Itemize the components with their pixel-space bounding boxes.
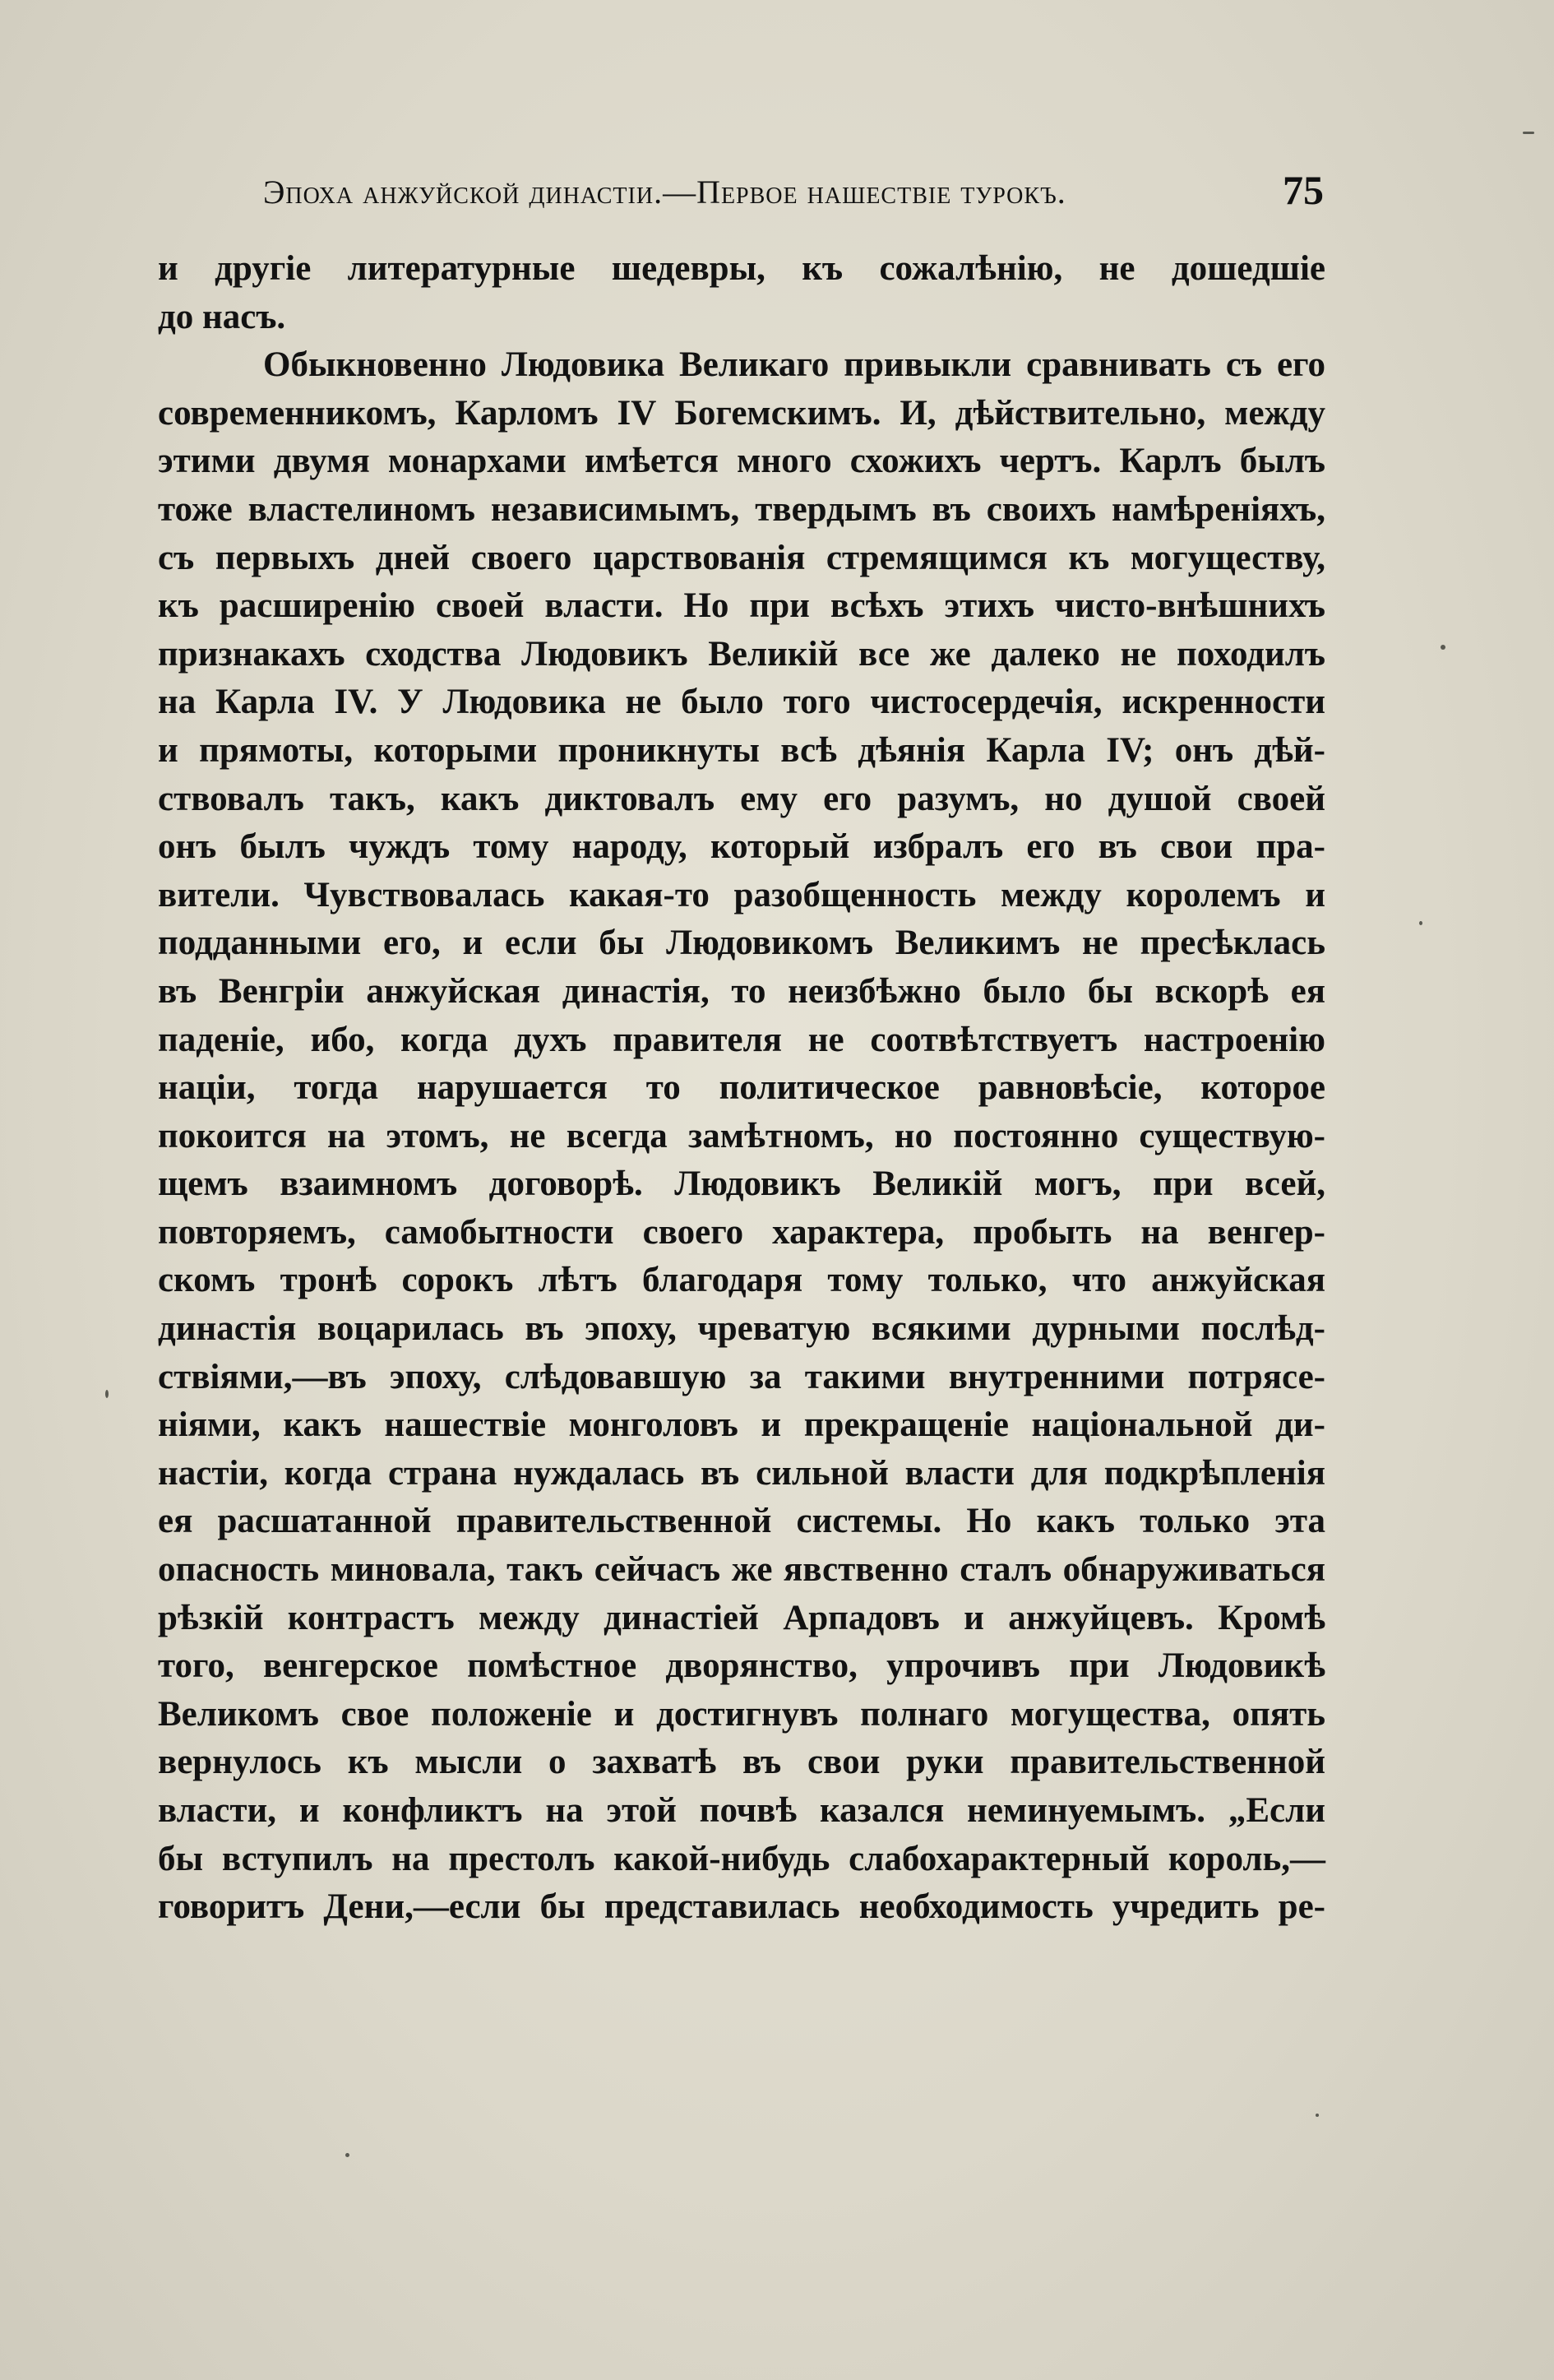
text-line: на Карла IV. У Людовика не было того чистосердечія, искренности bbox=[158, 683, 1325, 722]
text-line: ея расшатанной правительственной системы. Но какъ только эта bbox=[158, 1502, 1325, 1541]
text-line: и прямоты, которыми проникнуты всѣ дѣянія Карла IV; онъ дѣй- bbox=[158, 730, 1325, 770]
text-line: династія воцарилась въ эпоху, чреватую всякими дурными послѣд- bbox=[158, 1309, 1325, 1349]
text-line: современникомъ, Карломъ IV Богемскимъ. И, дѣйствительно, между bbox=[158, 393, 1325, 433]
text-line: того, венгерское помѣстное дворянство, упрочивъ при Людовикѣ bbox=[158, 1646, 1325, 1686]
text-line: націи, тогда нарушается то политическое равновѣсіе, которое bbox=[158, 1068, 1325, 1108]
text-line: признакахъ сходства Людовикъ Великій все же далеко не походилъ bbox=[158, 634, 1325, 674]
text-line: тоже властелиномъ независимымъ, твердымъ въ своихъ намѣреніяхъ, bbox=[158, 489, 1325, 529]
text-line: скомъ тронѣ сорокъ лѣтъ благодаря тому только, что анжуйская bbox=[158, 1261, 1325, 1300]
text-line: до насъ. bbox=[158, 297, 286, 336]
text-line: покоится на этомъ, не всегда замѣтномъ, но постоянно существую- bbox=[158, 1116, 1325, 1155]
text-line: власти, и конфликтъ на этой почвѣ казался неминуемымъ. „Если bbox=[158, 1791, 1325, 1830]
paragraph bbox=[158, 245, 1325, 341]
body-text bbox=[158, 245, 1325, 1932]
text-line: говоритъ Дени,—если бы представилась необходимость учредить ре- bbox=[158, 1887, 1325, 1927]
text-line: вернулось къ мысли о захватѣ въ свои руки правительственной bbox=[158, 1743, 1325, 1782]
text-line: ніями, какъ нашествіе монголовъ и прекращеніе національной ди- bbox=[158, 1405, 1325, 1445]
paper-speck bbox=[1419, 921, 1422, 925]
text-line: вители. Чувствовалась какая-то разобщенность между королемъ и bbox=[158, 875, 1325, 914]
paper-speck bbox=[345, 2153, 349, 2157]
text-line: и другіе литературные шедевры, къ сожалѣнію, не дошедшіе bbox=[158, 249, 1325, 288]
text-line: паденіе, ибо, когда духъ правителя не соотвѣтствуетъ настроенію bbox=[158, 1020, 1325, 1059]
text-line: онъ былъ чуждъ тому народу, который избралъ его въ свои пра- bbox=[158, 827, 1325, 867]
paper-speck bbox=[1523, 132, 1534, 134]
text-line: въ Венгріи анжуйская династія, то неизбѣжно было бы вскорѣ ея bbox=[158, 971, 1325, 1011]
text-line: Обыкновенно Людовика Великаго привыкли сравнивать съ его bbox=[263, 345, 1325, 385]
text-line: рѣзкій контрастъ между династіей Арпадовъ и анжуйцевъ. Кромѣ bbox=[158, 1598, 1325, 1637]
text-line: съ первыхъ дней своего царствованія стремящимся къ могуществу, bbox=[158, 538, 1325, 577]
text-line: щемъ взаимномъ договорѣ. Людовикъ Великій могъ, при всей, bbox=[158, 1165, 1325, 1204]
paper-speck bbox=[1441, 645, 1445, 650]
text-line: настіи, когда страна нуждалась въ сильной власти для подкрѣпленія bbox=[158, 1453, 1325, 1493]
text-line: Великомъ свое положеніе и достигнувъ полнаго могущества, опять bbox=[158, 1694, 1325, 1734]
running-header bbox=[263, 164, 1324, 222]
text-line: ствовалъ такъ, какъ диктовалъ ему его разумъ, но душой своей bbox=[158, 779, 1325, 818]
paper-speck bbox=[1316, 2114, 1319, 2117]
text-line: ствіями,—въ эпоху, слѣдовавшую за такими внутренними потрясе- bbox=[158, 1357, 1325, 1396]
header-title: Эпоха анжуйской династіи.—Первое нашествіе турокъ. bbox=[263, 174, 1066, 211]
text-line: повторяемъ, самобытности своего характера, пробыть на венгер- bbox=[158, 1212, 1325, 1252]
text-line: этими двумя монархами имѣется много схожихъ чертъ. Карлъ былъ bbox=[158, 442, 1325, 481]
paper-speck bbox=[105, 1390, 109, 1398]
text-line: къ расширенію своей власти. Но при всѣхъ этихъ чисто-внѣшнихъ bbox=[158, 586, 1325, 626]
text-line: бы вступилъ на престолъ какой-нибудь слабохарактерный король,— bbox=[158, 1839, 1325, 1878]
page-number: 75 bbox=[1283, 167, 1324, 213]
text-line: опасность миновала, такъ сейчасъ же явственно сталъ обнаруживаться bbox=[158, 1550, 1325, 1590]
paragraph bbox=[158, 341, 1325, 1932]
text-line: подданными его, и если бы Людовикомъ Великимъ не пресѣклась bbox=[158, 924, 1325, 963]
